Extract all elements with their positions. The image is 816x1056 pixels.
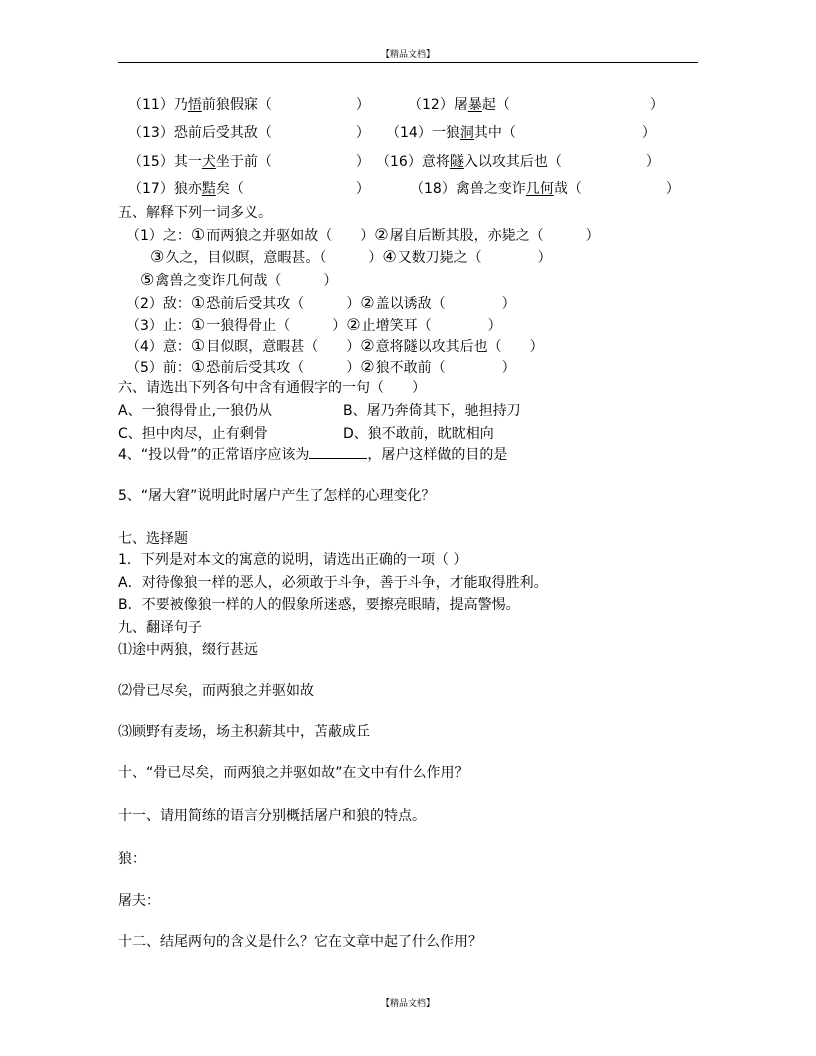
part5-line1: （1）之：①而两狼之并驱如故（ ）②屠自后断其股，亦毙之（ ） [126,225,600,244]
part7-option-b: B．不要被像狼一样的人的假象所迷惑，要擦亮眼睛，提高警惕。 [118,597,520,613]
q15: （15）其一犬坐于前（ ） [128,154,370,170]
q17: （17）狼亦黠矣（ ） [128,181,370,197]
part6-q5: 5、“屠大窘”说明此时屠户产生了怎样的心理变化？ [118,488,436,504]
part6-option-c: C、担中肉尽，止有剩骨 [118,426,268,442]
q16: （16）意将隧入以攻其后也（ ） [376,154,660,170]
part7-option-a: A．对待像狼一样的恶人，必须敢于斗争，善于斗争，才能取得胜利。 [118,575,548,591]
part9-s1: ⑴途中两狼，缀行甚远 [118,642,258,658]
part11-wolf: 狼： [118,851,146,867]
page-footer: 【精品文档】 [380,999,435,1009]
part9-s2: ⑵骨已尽矣，而两狼之并驱如故 [118,683,314,699]
part6-option-d: D、狼不敢前，眈眈相向 [343,426,494,442]
part5-title: 五、解释下列一词多义。 [118,205,272,221]
part6-title: 六、请选出下列各句中含有通假字的一句（ ） [118,380,426,396]
part7-q1: 1．下列是对本文的寓意的说明，请选出正确的一项（ ） [118,552,468,568]
part12-question: 十二、结尾两句的含义是什么？它在文章中起了什么作用？ [118,934,482,950]
part5-line7: （5）前：①恐前后受其攻（ ）②狼不敢前（ ） [126,357,516,376]
q12: （12）屠暴起（ ） [408,97,664,113]
header-rule [118,62,698,63]
part10-question: 十、“骨已尽矣，而两狼之并驱如故”在文中有什么作用？ [118,765,469,781]
part5-line2: ③久之，目似瞑，意暇甚。（ ）④又数刀毙之（ ） [150,247,552,266]
q11: （11）乃悟前狼假寐（ ） [128,97,370,113]
part6-q4: 4、“投以骨”的正常语序应该为 ，屠户这样做的目的是 [118,447,508,463]
part9-s3: ⑶顾野有麦场，场主积薪其中，苫蔽成丘 [118,724,370,740]
part6-option-b: B、屠乃奔倚其下，驰担持刀 [343,403,521,419]
part6-option-a: A、一狼得骨止,一狼仍从 [118,403,273,419]
part5-line4: （2）敌：①恐前后受其攻（ ）②盖以诱敌（ ） [126,293,516,312]
part5-line3: ⑤禽兽之变诈几何哉（ ） [140,270,338,289]
part5-line6: （4）意：①目似瞑，意暇甚（ ）②意将隧以攻其后也（ ） [126,336,544,355]
part11-butcher: 屠夫： [118,893,160,909]
answer-blank[interactable] [309,446,367,459]
page-header: 【精品文档】 [380,50,435,60]
part11-question: 十一、请用简练的语言分别概括屠户和狼的特点。 [118,808,426,824]
part7-title: 七、选择题 [118,531,188,547]
part9-title: 九、翻译句子 [118,620,202,636]
q18: （18）禽兽之变诈几何哉（ ） [410,181,680,197]
part5-line5: （3）止：①一狼得骨止（ ）②止增笑耳（ ） [126,315,502,334]
q14: （14）一狼洞其中（ ） [386,125,656,141]
q13: （13）恐前后受其敌（ ） [128,125,370,141]
